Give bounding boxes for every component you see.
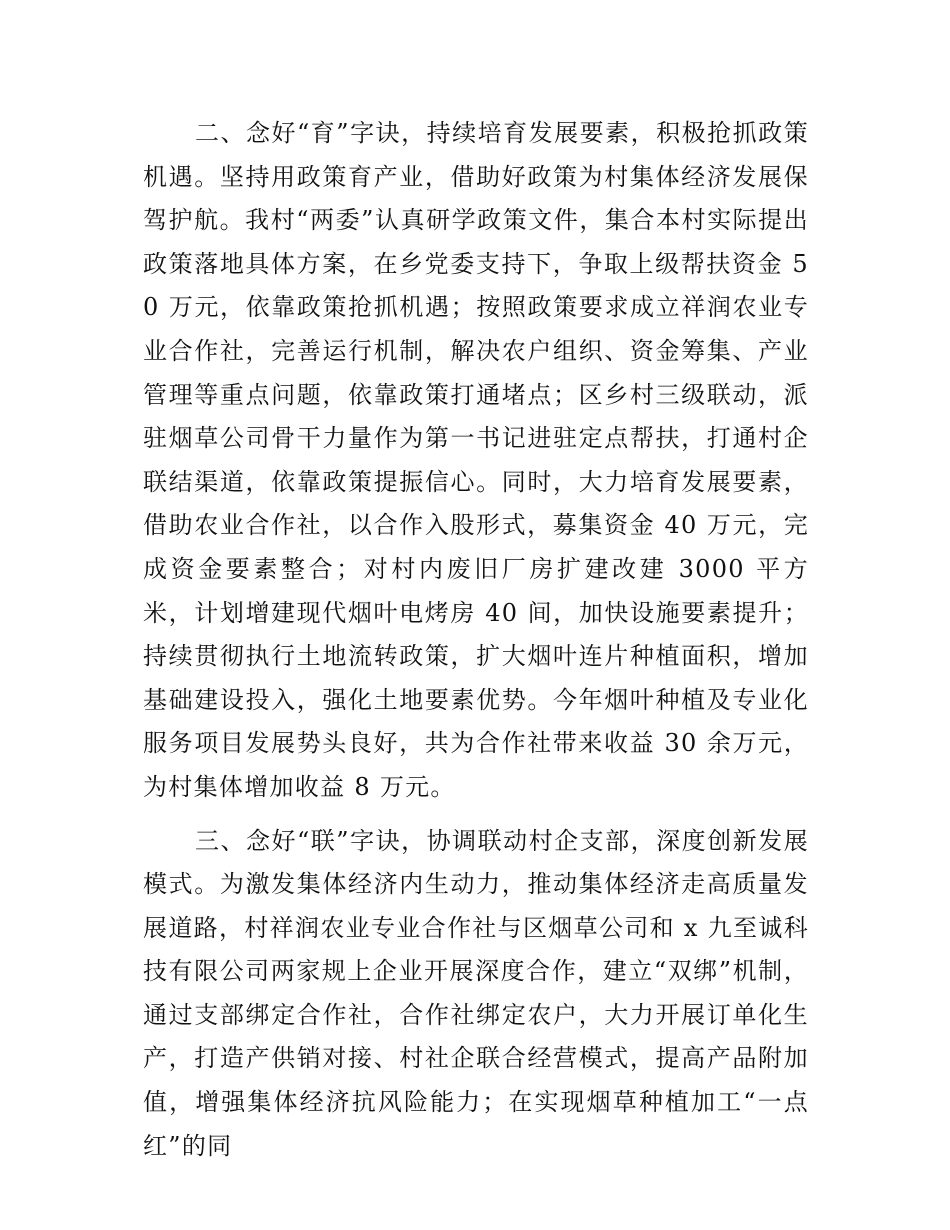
document-body xyxy=(143,112,809,1168)
paragraph-section-three: 三、念好“联”字诀，协调联动村企支部，深度创新发展模式。为激发集体经济内生动力，推动集体经济走高质量发展道路，村祥润农业专业合作社与区烟草公司和 x 九至诚科技有限公司两家规上企业开展深度合作，建立“双绑”机制，通过支部绑定合作社，合作社绑定农户，大力开展订单化生产，打造产供销对接、村社企联合经营模式，提高产品附加值，增强集体经济抗风险能力；在实现烟草种植加工“一点红”的同 xyxy=(143,826,809,1160)
paragraph-section-two: 二、念好“育”字诀，持续培育发展要素，积极抢抓政策机遇。坚持用政策育产业，借助好政策为村集体经济发展保驾护航。我村“两委”认真研学政策文件，集合本村实际提出政策落地具体方案，在乡党委支持下，争取上级帮扶资金 50 万元，依靠政策抢抓机遇；按照政策要求成立祥润农业专业合作社，完善运行机制，解决农户组织、资金筹集、产业管理等重点问题，依靠政策打通堵点；区乡村三级联动，派驻烟草公司骨干力量作为第一书记进驻定点帮扶，打通村企联结渠道，依靠政策提振信心。同时，大力培育发展要素，借助农业合作社，以合作入股形式，募集资金 40 万元，完成资金要素整合；对村内废旧厂房扩建改建 3000 平方米，计划增建现代烟叶电烤房 40 间，加快设施要素提升；持续贯彻执行土地流转政策，扩大烟叶连片种植面积，增加基础建设投入，强化土地要素优势。今年烟叶种植及专业化服务项目发展势头良好，共为合作社带来收益 30 余万元，为村集体增加收益 8 万元。 xyxy=(143,119,809,801)
